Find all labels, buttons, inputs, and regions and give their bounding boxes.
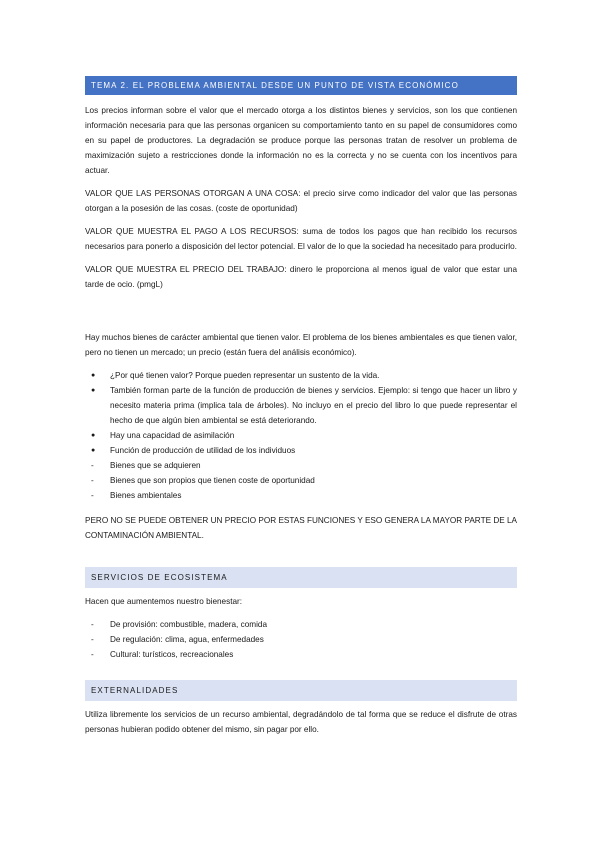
intro-paragraph: Los precios informan sobre el valor que el mercado otorga a los distintos bienes y servicios, son los que contienen información necesaria para que las personas organicen su comportamiento tanto en su papel de consumidores como en su papel de productores. La degradación se produce porque las personas tratan de resolver un problema de maximización sujeto a restricciones donde la información no es la correcta y no se cuenta con los incentivos para actuar. <box>85 106 517 175</box>
value-people-paragraph: VALOR QUE LAS PERSONAS OTORGAN A UNA COSA: el precio sirve como indicador del valor que las personas otorgan a la posesión de las cosas. (coste de oportunidad) <box>85 189 517 213</box>
ecosystem-list <box>85 617 517 662</box>
bullet-list <box>85 368 517 458</box>
bullet-icon: ● <box>91 372 96 379</box>
bullet-icon: ● <box>91 447 96 454</box>
value-work-paragraph: VALOR QUE MUESTRA EL PRECIO DEL TRABAJO: dinero le proporciona al menos igual de valor que estar una tarde de ocio. (pmgL) <box>85 265 517 289</box>
section-heading-ecosystem: SERVICIOS DE ECOSISTEMA <box>85 567 517 588</box>
externalities-paragraph: Utiliza libremente los servicios de un recurso ambiental, degradándolo de tal forma que se reduce el disfrute de otras personas hubieran podido obtener del mismo, sin pagar por ello. <box>85 710 517 734</box>
list-item: - De provisión: combustible, madera, comida <box>85 617 517 632</box>
pollution-paragraph: PERO NO SE PUEDE OBTENER UN PRECIO POR ESTAS FUNCIONES Y ESO GENERA LA MAYOR PARTE DE LA CONTAMINACIÓN AMBIENTAL. <box>85 516 517 540</box>
dash-icon: - <box>91 635 94 644</box>
section-heading-externalities: EXTERNALIDADES <box>85 680 517 701</box>
ecosystem-intro: Hacen que aumentemos nuestro bienestar: <box>85 597 243 606</box>
list-item: ● ¿Por qué tienen valor? Porque pueden representar un sustento de la vida. <box>85 368 517 383</box>
list-item: - Bienes que se adquieren <box>85 458 517 473</box>
bullet-icon: ● <box>91 387 96 394</box>
title-bar: TEMA 2. EL PROBLEMA AMBIENTAL DESDE UN PUNTO DE VISTA ECONÓMICO <box>85 76 517 95</box>
bullet-icon: ● <box>91 432 96 439</box>
document-content <box>85 76 517 737</box>
dash-icon: - <box>91 461 94 470</box>
list-item: - De regulación: clima, agua, enfermedades <box>85 632 517 647</box>
list-item: - Bienes ambientales <box>85 488 517 503</box>
dash-icon: - <box>91 476 94 485</box>
list-item: - Bienes que son propios que tienen coste de oportunidad <box>85 473 517 488</box>
dash-icon: - <box>91 620 94 629</box>
list-item: ● Función de producción de utilidad de los individuos <box>85 443 517 458</box>
environmental-goods-paragraph: Hay muchos bienes de carácter ambiental que tienen valor. El problema de los bienes ambientales es que tienen valor, pero no tienen un mercado; un precio (están fuera del análisis económico). <box>85 333 517 357</box>
list-item: ● Hay una capacidad de asimilación <box>85 428 517 443</box>
value-resources-paragraph: VALOR QUE MUESTRA EL PAGO A LOS RECURSOS: suma de todos los pagos que han recibido los recursos necesarios para ponerlo a disposición del lector potencial. El valor de lo que la sociedad ha necesitado para producirlo. <box>85 227 517 251</box>
dash-icon: - <box>91 650 94 659</box>
sub-list <box>85 458 517 503</box>
list-item: ● También forman parte de la función de producción de bienes y servicios. Ejemplo: si tengo que hacer un libro y necesito materia prima (implica tala de árboles). No incluyo en el precio del libro lo que puede representar el hecho de que algún bien ambiental se está deteriorando. <box>85 383 517 428</box>
list-item: - Cultural: turísticos, recreacionales <box>85 647 517 662</box>
dash-icon: - <box>91 491 94 500</box>
